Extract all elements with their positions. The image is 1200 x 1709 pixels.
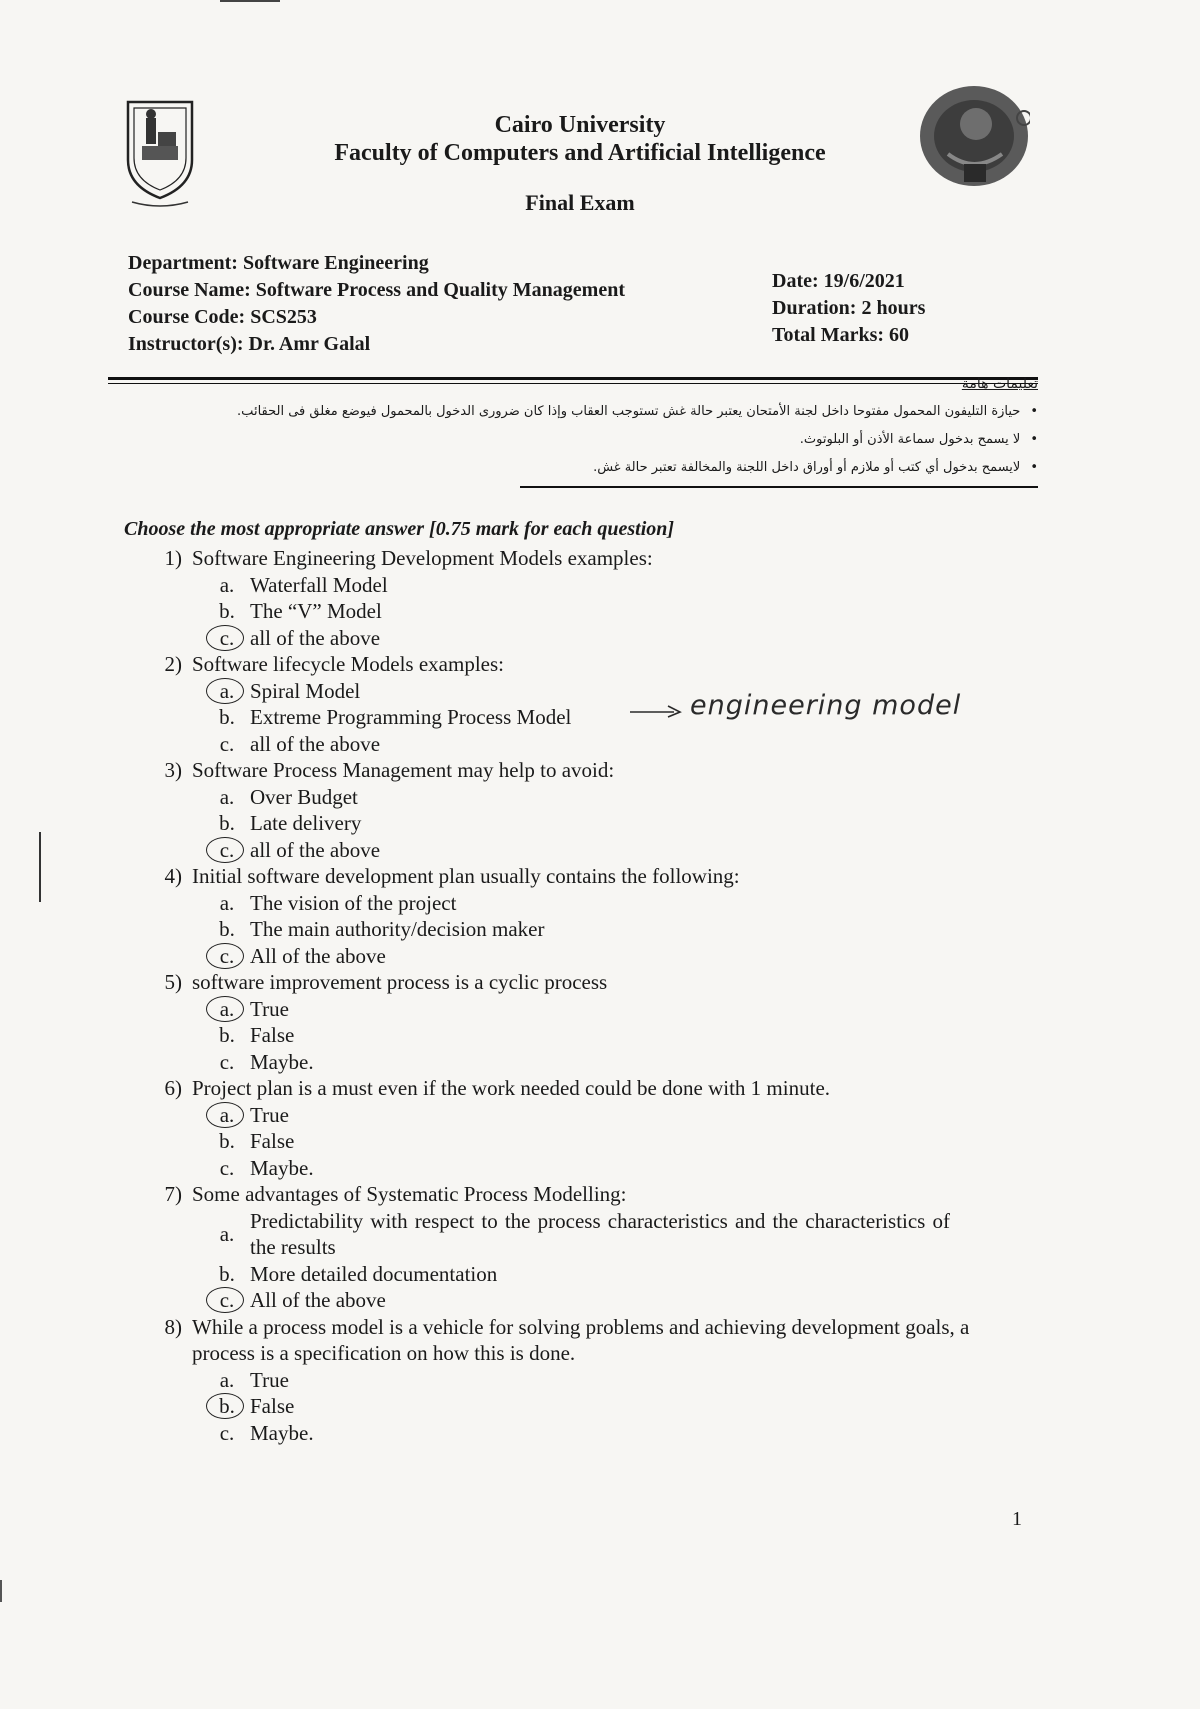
option-letter: a. (219, 1221, 235, 1246)
answer-option (214, 916, 1000, 943)
option-letter-circled: b. (214, 1393, 240, 1420)
question-number: 6) (164, 1076, 182, 1100)
option-letter: b. (219, 705, 235, 729)
answer-option (214, 810, 1000, 837)
page-number: 1 (1012, 1508, 1022, 1530)
option-text: False (250, 1023, 295, 1047)
answer-option (214, 1420, 1000, 1447)
option-text: all of the above (250, 837, 381, 862)
option-text: all of the above (250, 625, 381, 650)
option-letter-circled: a. (214, 1102, 240, 1129)
option-text: False (250, 1394, 295, 1418)
answer-option (214, 1022, 1000, 1049)
option-letter-circled: c. (214, 943, 240, 970)
option-letter: a. (219, 890, 235, 915)
instructor: Instructor(s): Dr. Amr Galal (128, 333, 371, 355)
answer-option (214, 1393, 1000, 1420)
notices-title: تعليمات هامة (961, 376, 1038, 392)
question-text: Software Engineering Development Models examples: (192, 546, 653, 570)
question-number: 1) (164, 546, 182, 570)
answer-option (214, 1155, 1000, 1182)
option-letter-circled: a. (214, 996, 240, 1023)
option-letter: c. (219, 1420, 235, 1445)
question-text-row (140, 1181, 1000, 1208)
answer-option (214, 943, 1000, 970)
question-text-row (140, 545, 1000, 572)
option-letter: b. (219, 599, 235, 623)
option-letter: b. (219, 1023, 235, 1047)
question-text: Initial software development plan usually contains the following: (192, 864, 740, 888)
question-text-row (140, 1314, 1000, 1367)
instructions: Choose the most appropriate answer [0.75 mark for each question] (124, 518, 675, 540)
option-letter-circled: c. (214, 837, 240, 864)
answer-option (214, 731, 1000, 758)
question-item (140, 757, 1000, 863)
option-text: More detailed documentation (250, 1261, 498, 1286)
option-letter: b. (219, 1129, 235, 1153)
question-item (140, 1181, 1000, 1314)
question-text: Project plan is a must even if the work needed could be done with 1 minute. (192, 1076, 831, 1100)
answer-option (214, 1367, 1000, 1394)
answer-option (214, 1208, 1000, 1261)
notice-item: • لايسمح بدخول أي كتب أو ملازم أو أوراق داخل اللجنة والمخالفة تعتبر حالة غش. (138, 454, 1038, 482)
answer-option (214, 1261, 1000, 1288)
question-text-row (140, 863, 1000, 890)
notice-item: • حيازة التليفون المحمول مفتوحا داخل لجنة الأمتحان يعتبر حالة غش تستوجب العقاب وإذا كان ضرورى الدخول بالمحمول فيوضع مغلق فى الحقائب. (138, 398, 1038, 426)
question-number: 7) (164, 1182, 182, 1206)
option-text: Maybe. (250, 1420, 314, 1445)
faculty-logo-icon (918, 84, 1030, 192)
answer-option (214, 837, 1000, 864)
option-text: Maybe. (250, 1049, 314, 1074)
exam-title: Final Exam (525, 190, 635, 215)
question-text: While a process model is a vehicle for solving problems and achieving development goals, a process is a specification on how this is done. (192, 1314, 970, 1365)
question-item (140, 1314, 1000, 1447)
answer-option (214, 784, 1000, 811)
question-text: software improvement process is a cyclic process (192, 970, 608, 994)
option-text: all of the above (250, 731, 381, 756)
question-text: Software Process Management may help to avoid: (192, 758, 615, 782)
answer-option (214, 598, 1000, 625)
question-number: 5) (164, 970, 182, 994)
exam-date: Date: 19/6/2021 (772, 270, 905, 292)
faculty-name: Faculty of Computers and Artificial Intelligence (334, 140, 826, 166)
option-text: All of the above (250, 943, 386, 968)
question-text: Some advantages of Systematic Process Modelling: (192, 1182, 627, 1206)
option-text: Over Budget (250, 784, 358, 809)
question-number: 3) (164, 758, 182, 782)
option-letter: b. (219, 1261, 235, 1286)
option-letter: c. (219, 731, 235, 756)
option-text: True (250, 1367, 289, 1392)
answer-option (214, 890, 1000, 917)
department: Department: Software Engineering (128, 252, 429, 274)
question-number: 2) (164, 652, 182, 676)
university-name: Cairo University (494, 112, 666, 138)
question-number: 8) (164, 1314, 182, 1339)
option-text: All of the above (250, 1288, 386, 1312)
option-text: Late delivery (250, 811, 362, 835)
course-code: Course Code: SCS253 (128, 306, 317, 328)
margin-mark (0, 1580, 2, 1602)
option-text: Extreme Programming Process Model (250, 705, 572, 729)
course-name: Course Name: Software Process and Quality Management (128, 279, 625, 301)
option-letter-circled: c. (214, 625, 240, 652)
question-text-row (140, 1075, 1000, 1102)
answer-option (214, 1287, 1000, 1314)
question-list (140, 545, 1000, 1446)
option-text: Spiral Model (250, 678, 361, 703)
margin-mark (39, 832, 41, 902)
option-text: Waterfall Model (250, 572, 388, 597)
option-letter-circled: a. (214, 678, 240, 705)
option-letter: a. (219, 572, 235, 597)
total-marks: Total Marks: 60 (772, 324, 910, 346)
question-text-row (140, 651, 1000, 678)
question-text-row (140, 969, 1000, 996)
answer-option (214, 996, 1000, 1023)
option-text: Predictability with respect to the process characteristics and the characteristics of the results (250, 1208, 950, 1259)
option-text: The main authority/decision maker (250, 917, 545, 941)
option-letter: b. (219, 811, 235, 835)
answer-option (214, 572, 1000, 599)
question-item (140, 969, 1000, 1075)
option-text: The “V” Model (250, 599, 382, 623)
option-letter: a. (219, 1367, 235, 1392)
option-text: False (250, 1129, 295, 1153)
option-letter: a. (219, 784, 235, 809)
notice-item: • لا يسمح بدخول سماعة الأذن أو البلوتوث. (138, 426, 1038, 454)
handwritten-arrow-icon (628, 703, 688, 719)
option-text: The vision of the project (250, 890, 457, 915)
scan-artifact (220, 0, 280, 2)
answer-option (214, 625, 1000, 652)
cairo-university-seal-icon (124, 98, 196, 208)
exam-duration: Duration: 2 hours (772, 297, 926, 319)
question-text-row (140, 757, 1000, 784)
answer-option (214, 1049, 1000, 1076)
option-letter: c. (219, 1155, 235, 1180)
question-item (140, 1075, 1000, 1181)
notices-block (138, 370, 1038, 482)
notices-underline (520, 486, 1038, 488)
handwritten-note: engineering model (690, 690, 962, 721)
question-text: Software lifecycle Models examples: (192, 652, 504, 676)
option-text: True (250, 1102, 289, 1127)
course-info-left (128, 250, 625, 358)
question-item (140, 545, 1000, 651)
option-letter-circled: c. (214, 1287, 240, 1314)
question-item (140, 863, 1000, 969)
course-info-right (772, 268, 925, 349)
option-letter: c. (219, 1049, 235, 1074)
option-text: Maybe. (250, 1155, 314, 1180)
option-letter: b. (219, 917, 235, 941)
option-text: True (250, 996, 289, 1021)
answer-option (214, 1128, 1000, 1155)
answer-option (214, 1102, 1000, 1129)
question-number: 4) (164, 864, 182, 888)
